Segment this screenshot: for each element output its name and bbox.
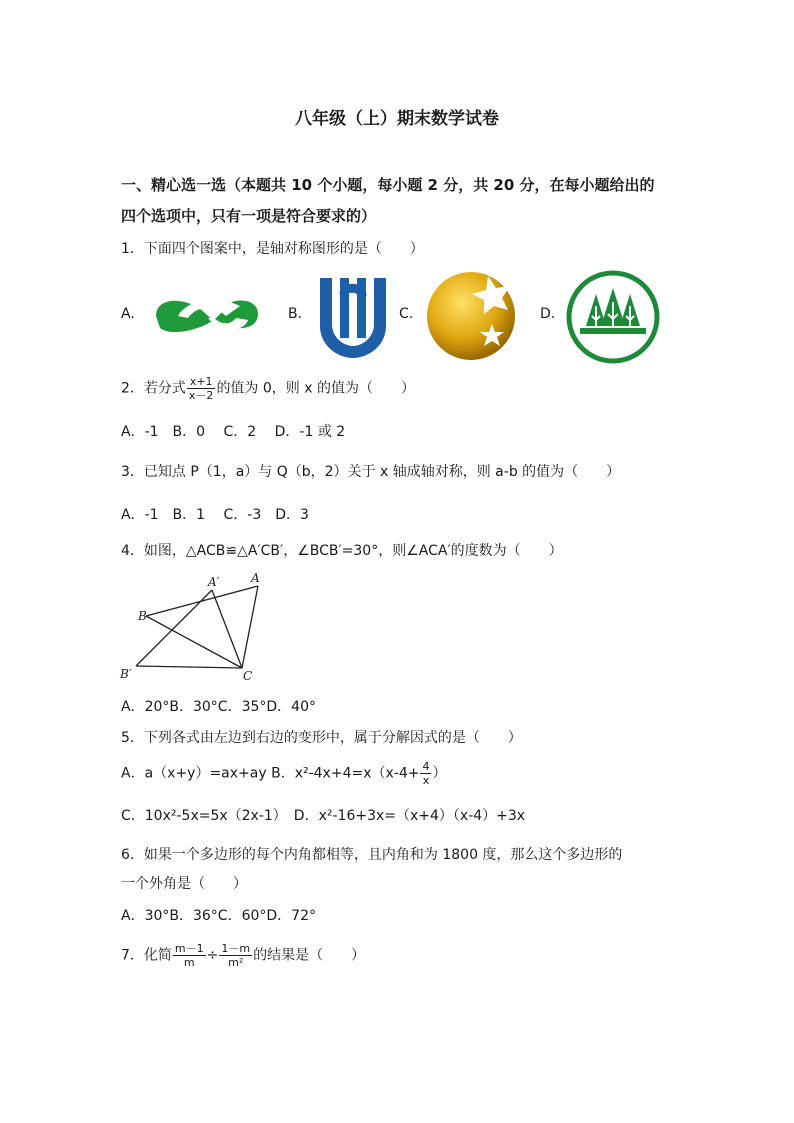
question-5: 5．下列各式由左边到右边的变形中，属于分解因式的是（ ）: [121, 730, 522, 746]
green-trees-circle-logo-icon: [566, 270, 660, 364]
section-heading-line2: 四个选项中，只有一项是符合要求的）: [121, 207, 377, 225]
label-b-prime: B′: [120, 667, 132, 681]
q7-fraction-1: [173, 942, 206, 969]
q2-fraction: [187, 375, 216, 402]
label-c: C: [243, 669, 253, 682]
q3-options: A．-1 B．1 C．-3 D．3: [121, 507, 309, 523]
triangle-figure: [116, 570, 276, 682]
question-2: [121, 375, 415, 402]
q7-denominator-1: m: [183, 956, 195, 969]
q2-denominator: x－2: [188, 389, 214, 402]
gold-star-sphere-icon: [426, 270, 516, 362]
q5-option-b-end: ）: [432, 765, 447, 782]
q1-option-d-label: D.: [540, 306, 556, 322]
q6-options: A．30°B．36°C．60°D．72°: [121, 908, 316, 924]
label-a-prime: A′: [208, 575, 220, 589]
q5-denominator: x: [422, 774, 430, 787]
q2-numerator: x+1: [187, 375, 216, 389]
q1-option-a-label: A.: [121, 306, 135, 322]
question-6-line1: 6．如果一个多边形的每个内角都相等，且内角和为 1800 度，那么这个多边形的: [121, 847, 623, 863]
q2-options: A．-1 B．0 C．2 D．-1 或 2: [121, 424, 346, 440]
section-heading-line1: 一、精心选一选（本题共 10 个小题，每小题 2 分，共 20 分，在每小题给出的: [121, 176, 655, 194]
q2-prefix: 2．若分式: [121, 380, 186, 397]
label-a: A: [251, 571, 260, 585]
page-title: 八年级（上）期末数学试卷: [295, 109, 499, 129]
q5-option-ab-text: A．a（x+y）=ax+ay B．x²-4x+4=x（x-4+: [121, 765, 420, 782]
question-1: 1．下面四个图案中，是轴对称图形的是（ ）: [121, 241, 424, 257]
question-6-line2: 一个外角是（ ）: [121, 876, 247, 892]
green-knot-logo-icon: [148, 288, 266, 344]
q1-option-c-label: C.: [399, 306, 414, 322]
question-4: 4．如图，△ACB≌△A′CB′，∠BCB′=30°，则∠ACA′的度数为（ ）: [121, 543, 563, 559]
q7-numerator-2: 1－m: [221, 942, 251, 955]
question-7: [121, 942, 365, 969]
q5-fraction: [420, 760, 431, 787]
q7-suffix: 的结果是（ ）: [253, 947, 366, 964]
label-b: B: [138, 609, 147, 623]
q2-suffix: 的值为 0，则 x 的值为（ ）: [216, 380, 415, 397]
q7-fraction-2: [219, 942, 252, 969]
blue-shield-logo-icon: [316, 274, 390, 360]
q4-options: A．20°B．30°C．35°D．40°: [121, 699, 316, 715]
question-3: 3．已知点 P（1，a）与 Q（b，2）关于 x 轴成轴对称，则 a-b 的值为（ ）: [121, 464, 621, 480]
q7-prefix: 7．化简: [121, 947, 172, 964]
q7-denominator-2: m²: [228, 956, 244, 969]
q7-numerator-1: m－1: [174, 942, 204, 955]
q5-options-ab: [121, 760, 446, 787]
q1-option-b-label: B.: [288, 306, 303, 322]
q5-numerator: 4: [422, 760, 430, 773]
q5-options-cd: C．10x²-5x=5x（2x-1） D．x²-16+3x=（x+4）（x-4）+3x: [121, 808, 526, 824]
q7-operator: ÷: [206, 947, 219, 964]
